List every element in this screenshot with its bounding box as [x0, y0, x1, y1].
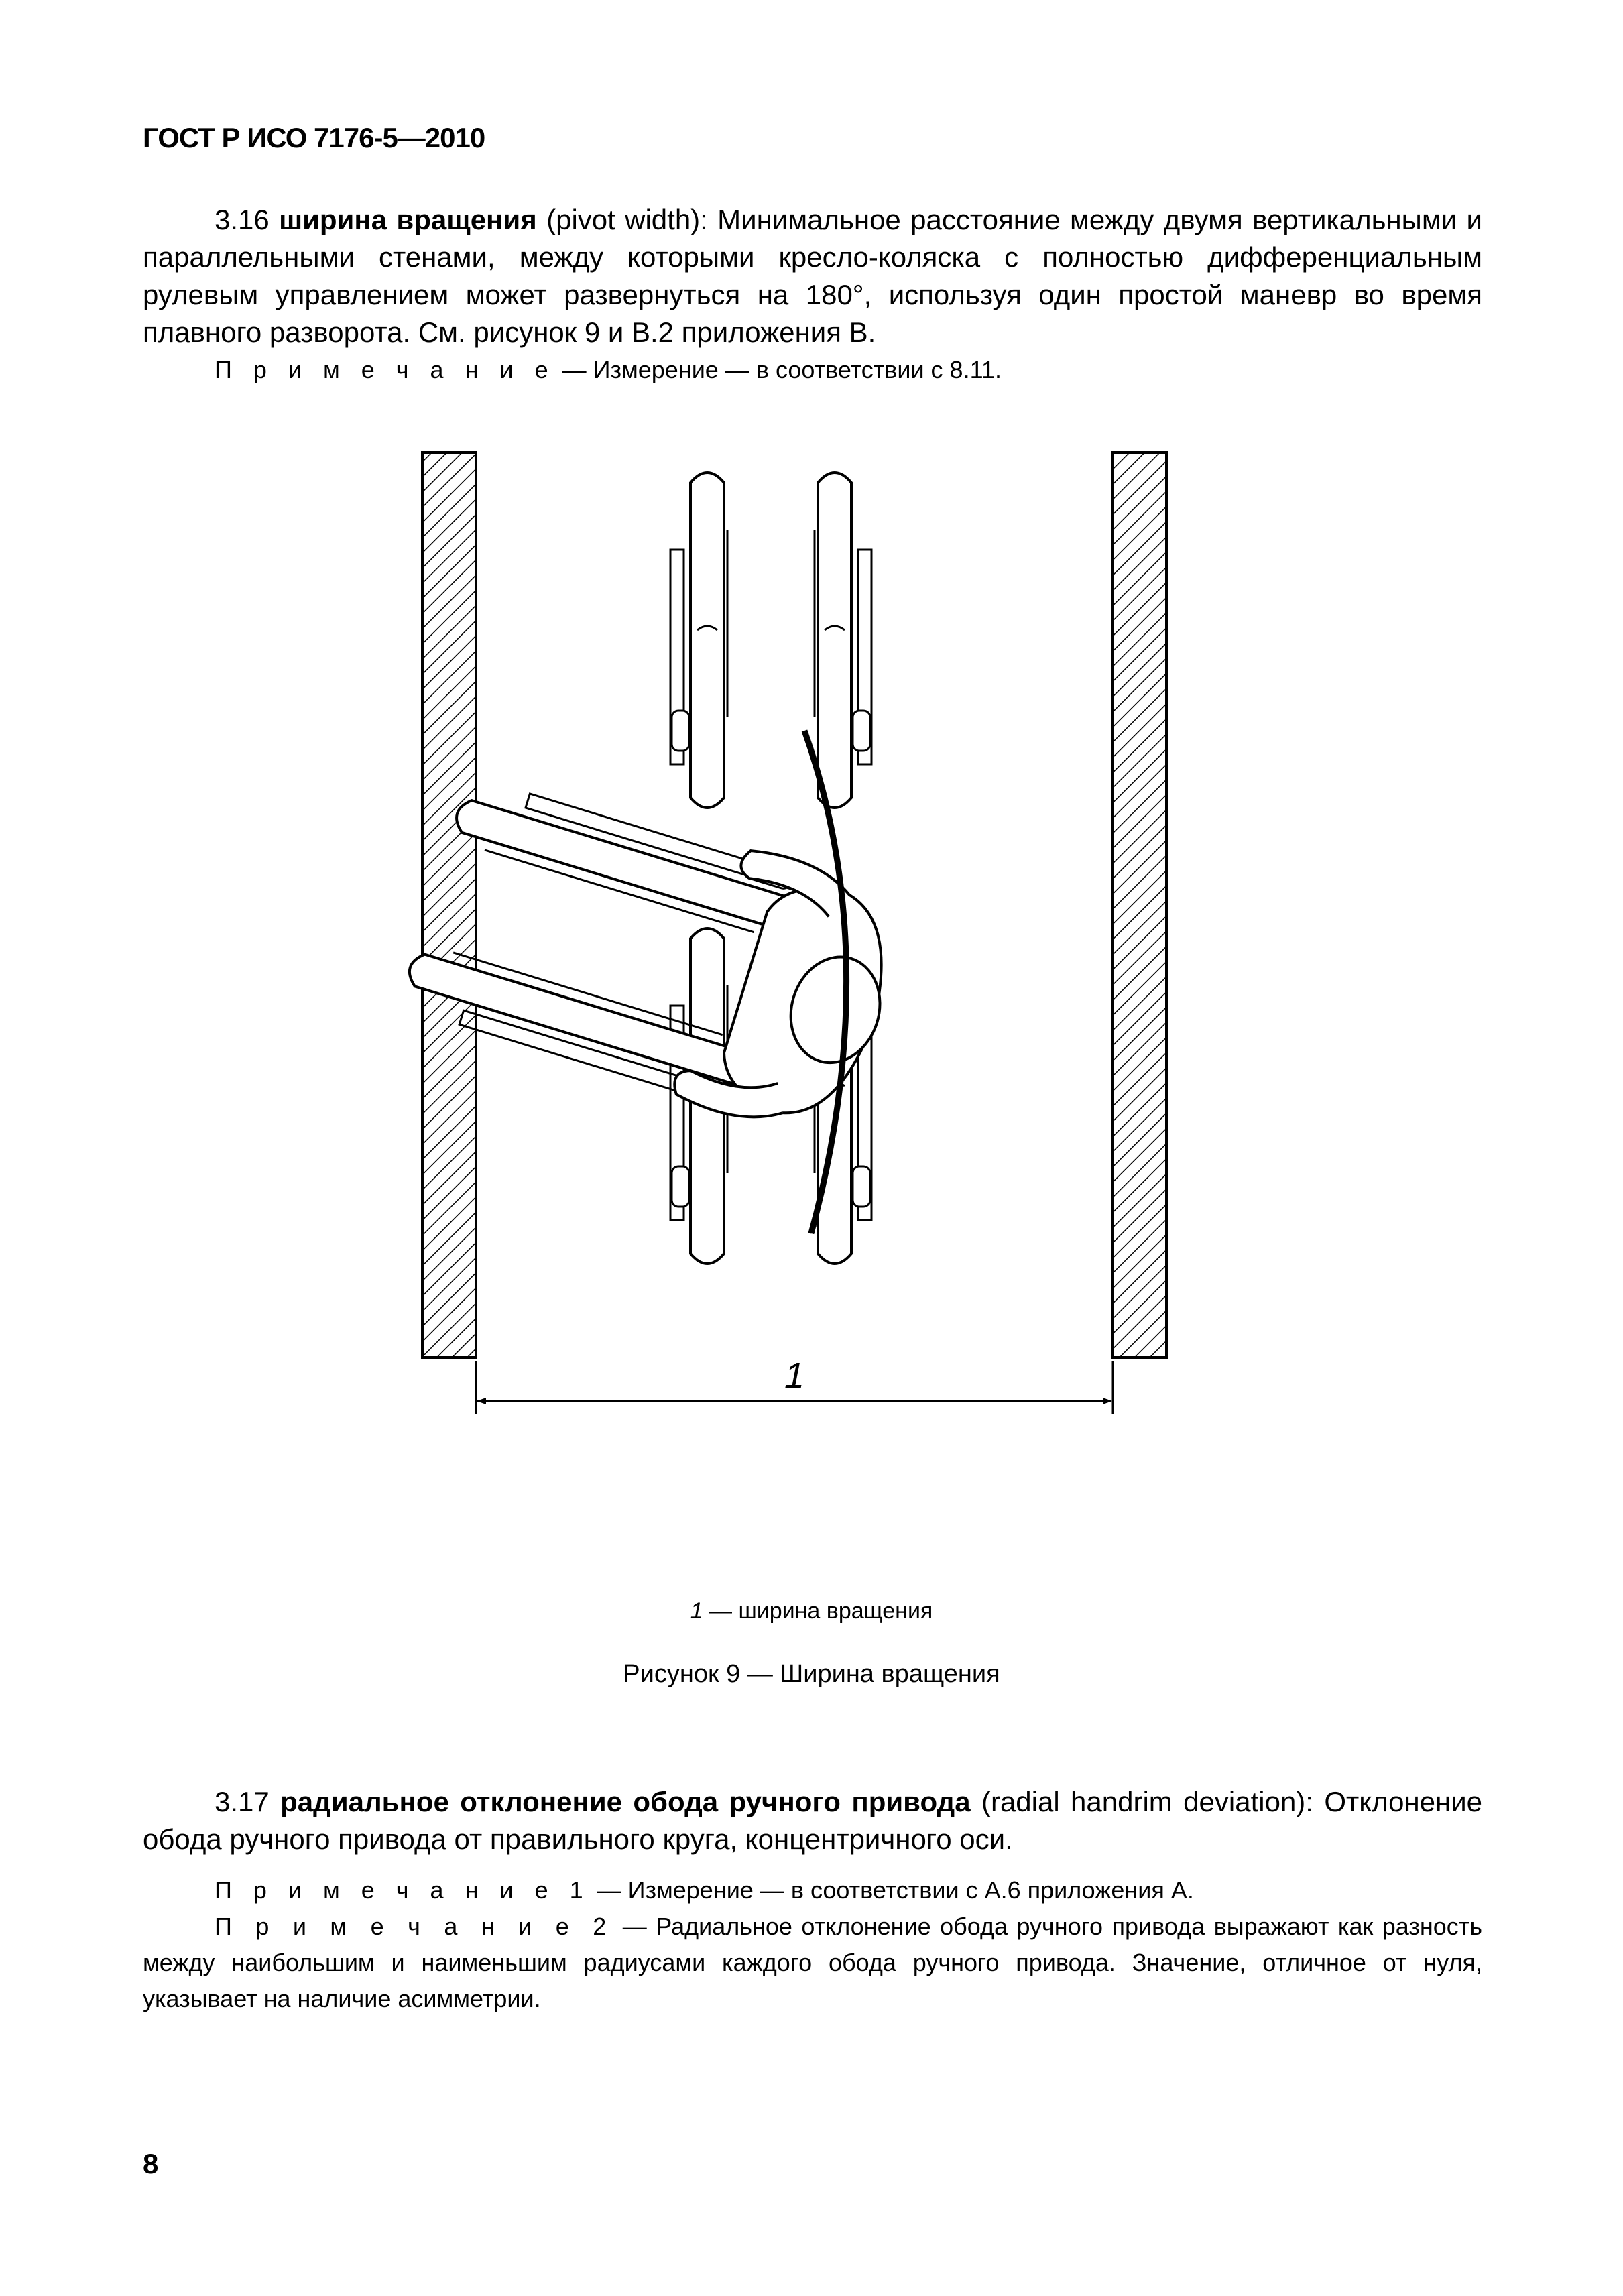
note-text: — Измерение — в соответствии с А.6 приложения А. [597, 1876, 1194, 1904]
definition-3-17 [143, 1783, 1482, 1858]
page-number: 8 [143, 2148, 159, 2179]
figure-legend [0, 1598, 1623, 1624]
figure-pivot-width [402, 436, 1207, 1575]
english-term: (pivot width): [546, 204, 708, 235]
note-label: П р и м е ч а н и е 2 [215, 1913, 614, 1940]
note-1-3-17 [143, 1872, 1482, 1909]
legend-number: 1 [690, 1598, 703, 1624]
note-text: — Радиальное отклонение обода ручного привода выражают как разность между наибольшим и наименьшим радиусами каждого обода ручного привода. Значение, отличное от нуля, указывает на наличие асимметрии. [143, 1913, 1483, 2012]
left-wall [422, 452, 476, 1357]
note-label: П р и м е ч а н и е [215, 356, 556, 383]
clause-number: 3.17 [215, 1786, 269, 1817]
note-2-3-17 [143, 1909, 1482, 2017]
document-header: ГОСТ Р ИСО 7176-5—2010 [143, 122, 485, 154]
right-wall [1113, 452, 1166, 1357]
note-3-16 [143, 352, 1482, 388]
definition-text: Минимальное расстояние между двумя вертикальными и параллельными стенами, между которыми кресло-коляска с полностью дифференциальным рулевым управлением может развернуться на 180°, используя один простой маневр во время плавного разворота. См. рисунок 9 и В.2 приложения В. [143, 204, 1482, 348]
dimension-label: 1 [784, 1355, 805, 1396]
english-term: (radial handrim deviation): [981, 1786, 1313, 1817]
note-text: — Измерение — в соответствии с 8.11. [562, 356, 1002, 383]
term-radial-handrim-deviation: радиальное отклонение обода ручного привода [280, 1786, 971, 1817]
figure-caption: Рисунок 9 — Ширина вращения [623, 1660, 1000, 1688]
term-pivot-width: ширина вращения [279, 204, 537, 235]
definition-text: Отклонение обода ручного привода от правильного круга, концентричного оси. [143, 1786, 1483, 1855]
note-label: П р и м е ч а н и е 1 [215, 1876, 591, 1904]
legend-text: — ширина вращения [709, 1598, 933, 1624]
clause-number: 3.16 [215, 204, 269, 235]
definition-3-16 [143, 201, 1482, 351]
wheelchair-start [670, 473, 871, 808]
